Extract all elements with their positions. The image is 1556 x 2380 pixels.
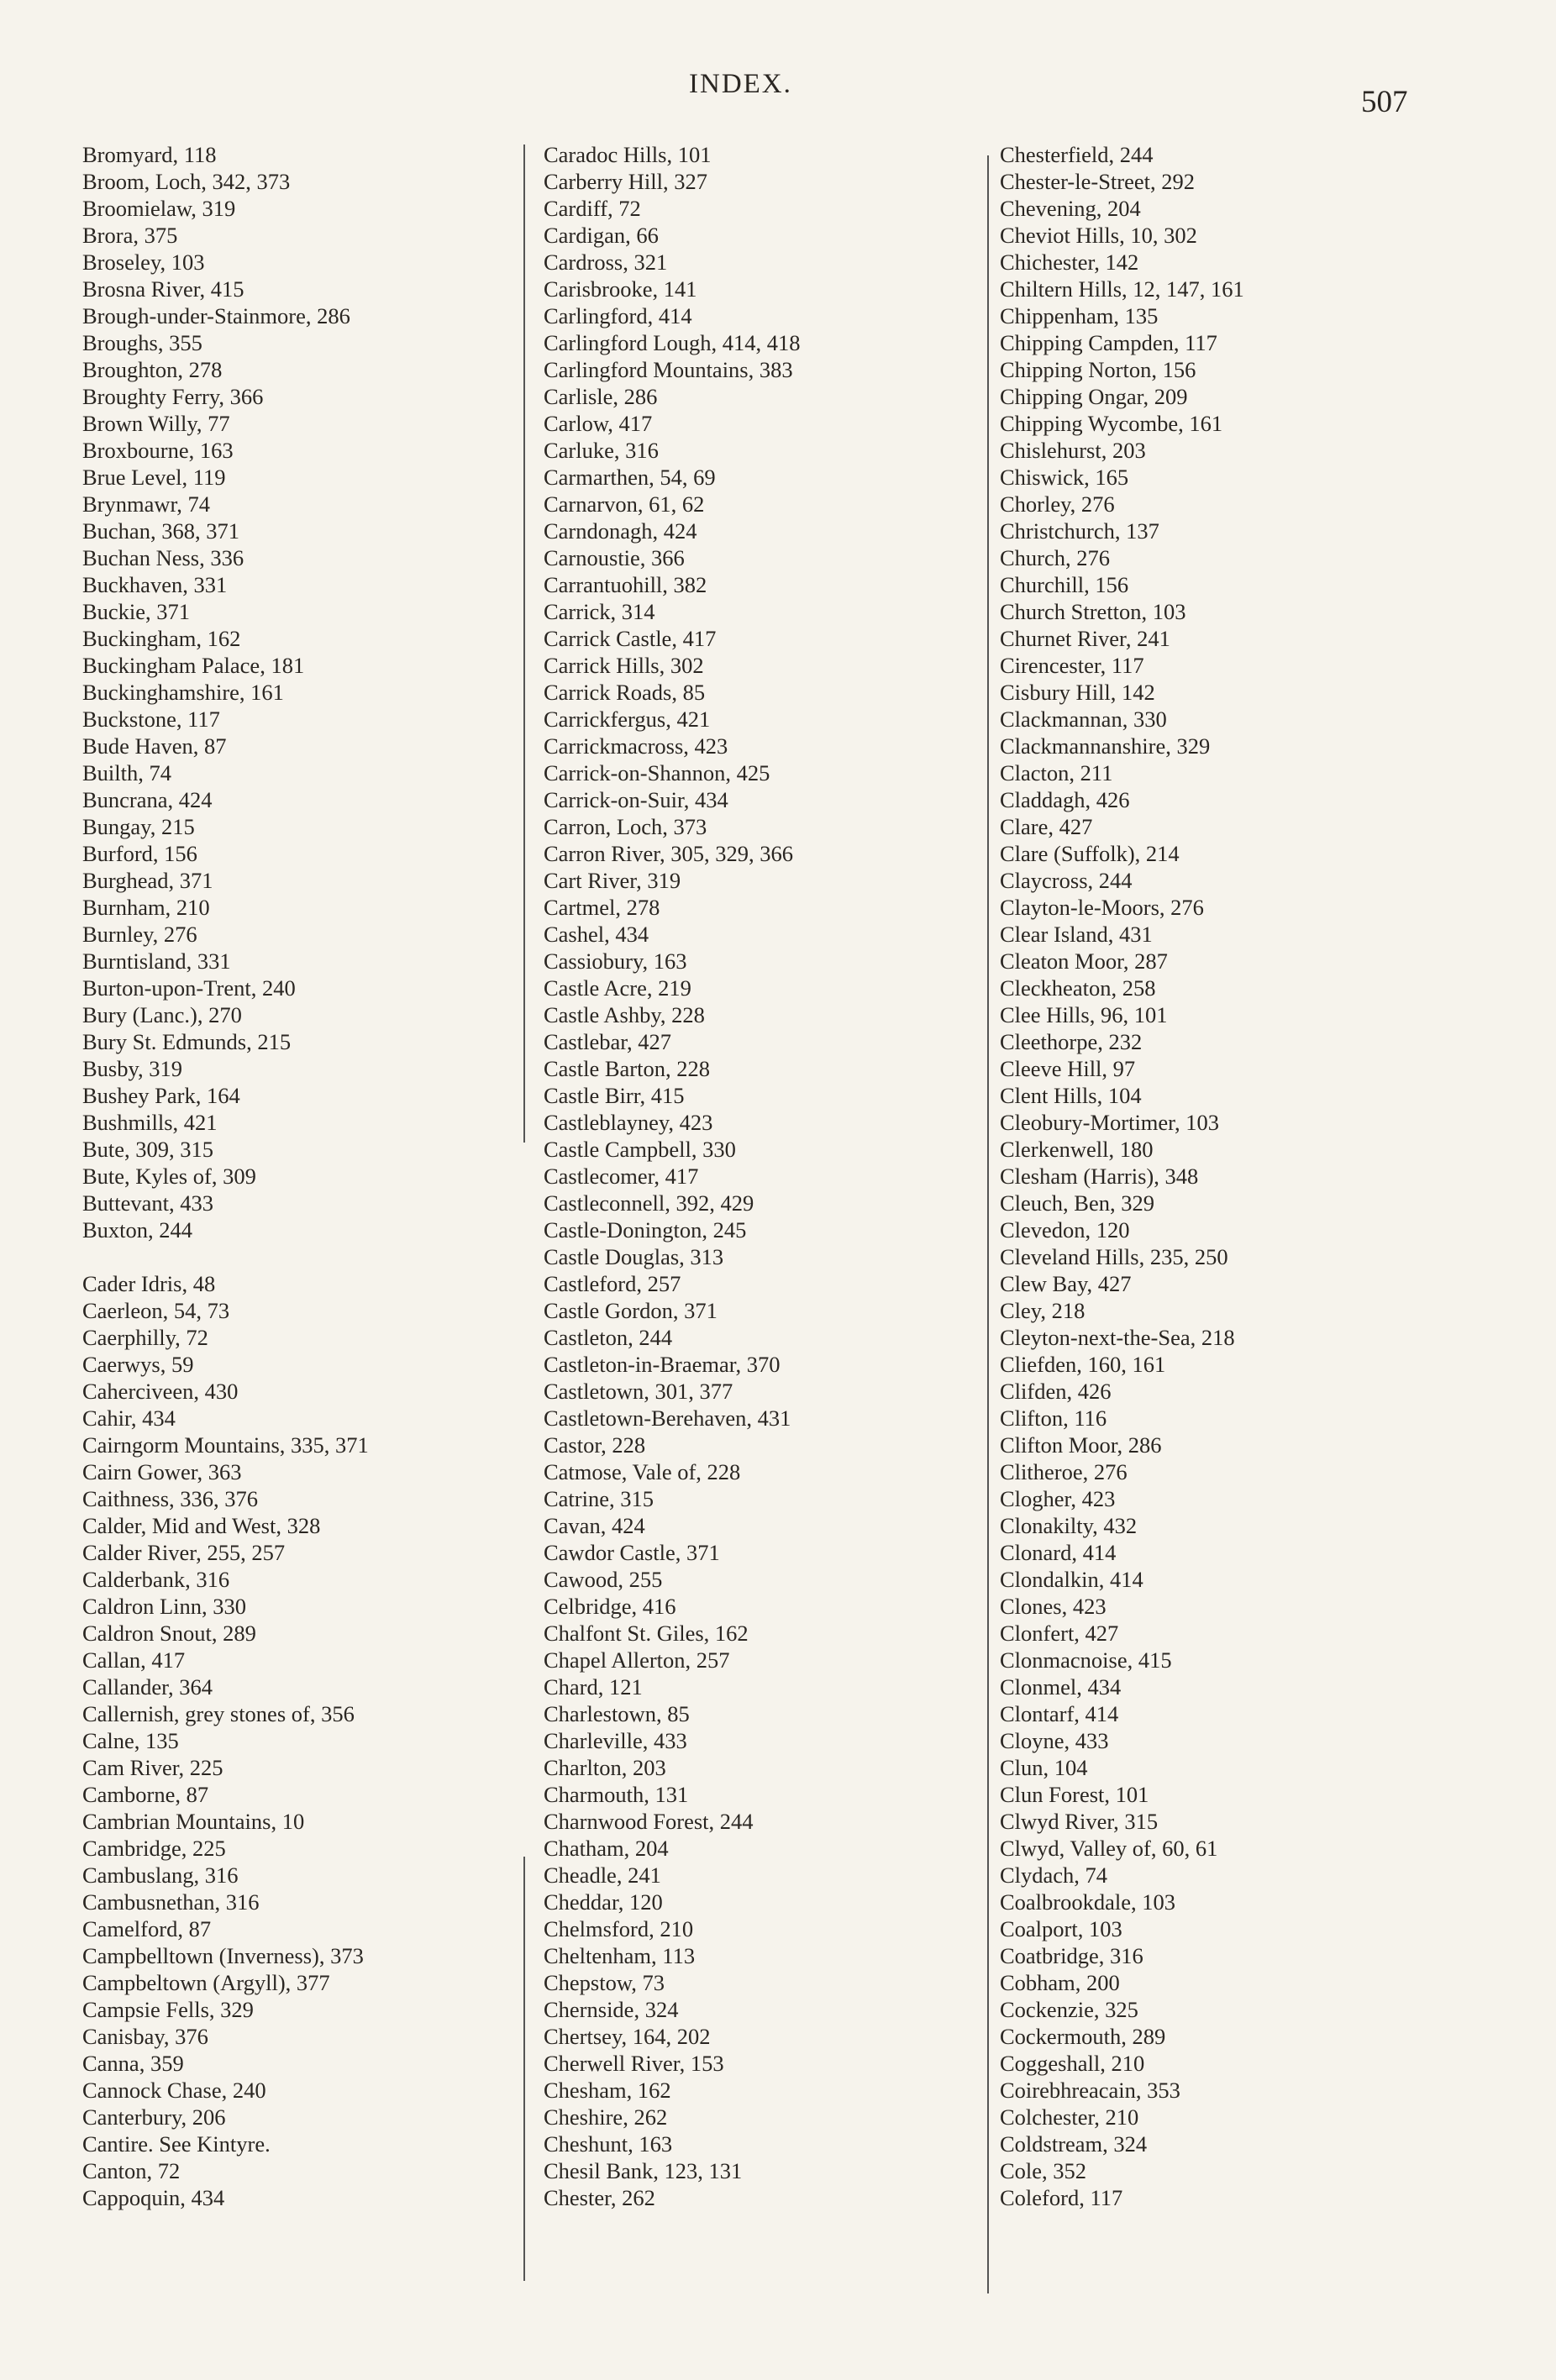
index-entry: Burntisland, 331 <box>82 948 231 974</box>
index-entry: Caerphilly, 72 <box>82 1325 208 1350</box>
index-entry: Castlebar, 427 <box>544 1029 672 1054</box>
index-entry: Callander, 364 <box>82 1674 213 1700</box>
index-entry: Carnarvon, 61, 62 <box>544 491 705 517</box>
index-entry: Buckingham, 162 <box>82 626 241 651</box>
index-entry: Clackmannanshire, 329 <box>1000 733 1211 759</box>
index-entry: Chelmsford, 210 <box>544 1916 694 1941</box>
index-column-3 <box>1000 141 1244 2211</box>
index-entry: Clesham (Harris), 348 <box>1000 1164 1199 1189</box>
index-entry: Cleaton Moor, 287 <box>1000 948 1168 974</box>
index-entry: Bungay, 215 <box>82 814 195 839</box>
index-entry: Clackmannan, 330 <box>1000 707 1167 732</box>
index-entry: Carnoustie, 366 <box>544 545 685 570</box>
index-entry: Calder, Mid and West, 328 <box>82 1513 321 1538</box>
index-entry: Chipping Norton, 156 <box>1000 357 1196 382</box>
index-entry: Cheshunt, 163 <box>544 2131 673 2157</box>
index-entry: Chipping Campden, 117 <box>1000 330 1217 355</box>
index-entry: Castleford, 257 <box>544 1271 681 1296</box>
page-number: 507 <box>1361 85 1408 119</box>
index-entry: Castle Gordon, 371 <box>544 1298 718 1323</box>
index-entry: Broughs, 355 <box>82 330 202 355</box>
index-entry: Castletown-Berehaven, 431 <box>544 1405 791 1431</box>
index-entry: Busby, 319 <box>82 1056 183 1081</box>
index-entry: Clonmacnoise, 415 <box>1000 1647 1172 1673</box>
index-entry: Catrine, 315 <box>544 1486 654 1511</box>
index-entry: Churnet River, 241 <box>1000 626 1170 651</box>
index-entry: Buckie, 371 <box>82 599 191 624</box>
column-rule <box>987 155 989 2293</box>
index-entry: Clifton Moor, 286 <box>1000 1432 1162 1458</box>
index-entry: Clacton, 211 <box>1000 760 1113 785</box>
index-entry: Cockermouth, 289 <box>1000 2024 1166 2049</box>
index-entry: Castle Douglas, 313 <box>544 1244 724 1269</box>
index-entry: Carlisle, 286 <box>544 384 658 409</box>
index-entry: Bude Haven, 87 <box>82 733 227 759</box>
index-entry: Chapel Allerton, 257 <box>544 1647 730 1673</box>
index-entry: Cockenzie, 325 <box>1000 1997 1138 2022</box>
index-entry: Clontarf, 414 <box>1000 1701 1119 1726</box>
index-entry: Buttevant, 433 <box>82 1190 214 1216</box>
index-entry: Burghead, 371 <box>82 868 213 893</box>
index-entry: Charleville, 433 <box>544 1728 687 1753</box>
index-entry: Castor, 228 <box>544 1432 646 1458</box>
index-entry: Carberry Hill, 327 <box>544 169 708 194</box>
index-entry: Clun Forest, 101 <box>1000 1782 1149 1807</box>
index-entry: Church Stretton, 103 <box>1000 599 1186 624</box>
index-entry: Clifden, 426 <box>1000 1379 1112 1404</box>
index-entry: Canton, 72 <box>82 2158 181 2183</box>
index-entry: Carron, Loch, 373 <box>544 814 707 839</box>
index-entry: Chesterfield, 244 <box>1000 142 1154 167</box>
index-entry: Chertsey, 164, 202 <box>544 2024 711 2049</box>
index-entry: Christchurch, 137 <box>1000 518 1159 544</box>
index-entry: Cawood, 255 <box>544 1567 663 1592</box>
index-entry: Castletown, 301, 377 <box>544 1379 733 1404</box>
index-entry: Cappoquin, 434 <box>82 2185 225 2210</box>
index-entry: Chipping Ongar, 209 <box>1000 384 1188 409</box>
index-entry: Caerwys, 59 <box>82 1352 194 1377</box>
index-entry: Clitheroe, 276 <box>1000 1459 1128 1484</box>
index-entry: Camelford, 87 <box>82 1916 212 1941</box>
index-entry: Charmouth, 131 <box>544 1782 689 1807</box>
index-entry: Church, 276 <box>1000 545 1111 570</box>
index-entry: Carisbrooke, 141 <box>544 276 697 302</box>
index-entry: Cardross, 321 <box>544 250 668 275</box>
index-entry: Calne, 135 <box>82 1728 179 1753</box>
index-entry: Buxton, 244 <box>82 1217 193 1243</box>
index-entry: Burnham, 210 <box>82 895 210 920</box>
index-entry: Brough-under-Stainmore, 286 <box>82 303 350 328</box>
index-entry: Carrick Roads, 85 <box>544 680 706 705</box>
index-entry: Castle Campbell, 330 <box>544 1137 736 1162</box>
index-entry: Churchill, 156 <box>1000 572 1129 597</box>
index-entry: Cleveland Hills, 235, 250 <box>1000 1244 1228 1269</box>
index-entry: Brynmawr, 74 <box>82 491 211 517</box>
index-entry: Clun, 104 <box>1000 1755 1088 1780</box>
index-entry: Charlestown, 85 <box>544 1701 690 1726</box>
index-entry: Chester-le-Street, 292 <box>1000 169 1196 194</box>
index-entry: Caradoc Hills, 101 <box>544 142 712 167</box>
index-entry: Builth, 74 <box>82 760 172 785</box>
index-entry: Coldstream, 324 <box>1000 2131 1148 2157</box>
index-entry: Chippenham, 135 <box>1000 303 1159 328</box>
index-entry: Carmarthen, 54, 69 <box>544 465 716 490</box>
column-rule <box>523 1857 525 2281</box>
index-entry: Carrickfergus, 421 <box>544 707 711 732</box>
index-entry: Broughton, 278 <box>82 357 223 382</box>
index-entry: Cavan, 424 <box>544 1513 645 1538</box>
column-rule <box>523 144 525 1143</box>
index-entry: Castle-Donington, 245 <box>544 1217 747 1243</box>
index-entry: Castleconnell, 392, 429 <box>544 1190 754 1216</box>
index-entry: Castle Acre, 219 <box>544 975 691 1001</box>
index-entry: Catmose, Vale of, 228 <box>544 1459 741 1484</box>
index-entry: Castle Ashby, 228 <box>544 1002 705 1027</box>
index-entry: Bury (Lanc.), 270 <box>82 1002 242 1027</box>
index-column-2 <box>544 141 800 2211</box>
index-entry: Chislehurst, 203 <box>1000 438 1146 463</box>
index-entry: Coggeshall, 210 <box>1000 2051 1145 2076</box>
index-entry: Cleyton-next-the-Sea, 218 <box>1000 1325 1235 1350</box>
index-entry: Cantire. See Kintyre. <box>82 2131 271 2157</box>
index-entry: Carrick Hills, 302 <box>544 653 704 678</box>
index-entry: Carluke, 316 <box>544 438 659 463</box>
index-entry: Coleford, 117 <box>1000 2185 1123 2210</box>
index-entry: Carrick, 314 <box>544 599 655 624</box>
index-entry: Broughty Ferry, 366 <box>82 384 264 409</box>
index-entry: Caldron Snout, 289 <box>82 1621 256 1646</box>
index-entry: Cirencester, 117 <box>1000 653 1144 678</box>
index-entry: Brue Level, 119 <box>82 465 226 490</box>
index-entry: Cahir, 434 <box>82 1405 176 1431</box>
index-entry: Cader Idris, 48 <box>82 1271 216 1296</box>
index-entry: Cherwell River, 153 <box>544 2051 724 2076</box>
index-entry: Clerkenwell, 180 <box>1000 1137 1154 1162</box>
index-entry: Burnley, 276 <box>82 922 197 947</box>
index-entry: Carrick-on-Shannon, 425 <box>544 760 770 785</box>
index-entry: Cley, 218 <box>1000 1298 1086 1323</box>
index-entry: Claycross, 244 <box>1000 868 1133 893</box>
index-entry: Cleuch, Ben, 329 <box>1000 1190 1154 1216</box>
index-entry: Cole, 352 <box>1000 2158 1087 2183</box>
index-entry: Clare, 427 <box>1000 814 1093 839</box>
index-entry: Colchester, 210 <box>1000 2104 1139 2130</box>
index-entry: Carrickmacross, 423 <box>544 733 728 759</box>
index-column-1 <box>82 141 369 2211</box>
index-entry: Chernside, 324 <box>544 1997 679 2022</box>
index-entry: Chalfont St. Giles, 162 <box>544 1621 749 1646</box>
index-entry: Claddagh, 426 <box>1000 787 1130 812</box>
index-entry: Brosna River, 415 <box>82 276 244 302</box>
index-entry: Cheltenham, 113 <box>544 1943 696 1968</box>
index-entry: Caerleon, 54, 73 <box>82 1298 230 1323</box>
index-entry: Castleton-in-Braemar, 370 <box>544 1352 781 1377</box>
index-entry: Cheddar, 120 <box>544 1889 663 1915</box>
index-entry: Cassiobury, 163 <box>544 948 687 974</box>
index-entry: Cardiff, 72 <box>544 196 641 221</box>
index-entry: Brora, 375 <box>82 223 178 248</box>
index-entry: Coirebhreacain, 353 <box>1000 2078 1180 2103</box>
index-entry: Carlow, 417 <box>544 411 653 436</box>
index-entry: Camborne, 87 <box>82 1782 209 1807</box>
index-entry: Chepstow, 73 <box>544 1970 665 1995</box>
index-entry: Bromyard, 118 <box>82 142 217 167</box>
index-entry: Castleton, 244 <box>544 1325 673 1350</box>
index-entry: Chiltern Hills, 12, 147, 161 <box>1000 276 1244 302</box>
index-entry: Clondalkin, 414 <box>1000 1567 1143 1592</box>
index-entry: Cheshire, 262 <box>544 2104 668 2130</box>
index-entry: Chester, 262 <box>544 2185 655 2210</box>
index-entry: Campbeltown (Argyll), 377 <box>82 1970 330 1995</box>
index-entry: Chatham, 204 <box>544 1836 669 1861</box>
index-entry: Buckhaven, 331 <box>82 572 228 597</box>
page-title: INDEX. <box>689 69 792 99</box>
index-entry: Clear Island, 431 <box>1000 922 1153 947</box>
index-entry: Cisbury Hill, 142 <box>1000 680 1155 705</box>
index-entry: Cawdor Castle, 371 <box>544 1540 720 1565</box>
index-entry: Cartmel, 278 <box>544 895 660 920</box>
index-entry: Celbridge, 416 <box>544 1594 676 1619</box>
index-entry: Buckingham Palace, 181 <box>82 653 305 678</box>
index-entry: Clee Hills, 96, 101 <box>1000 1002 1168 1027</box>
index-entry: Broomielaw, 319 <box>82 196 236 221</box>
index-entry: Caithness, 336, 376 <box>82 1486 259 1511</box>
index-entry: Clifton, 116 <box>1000 1405 1107 1431</box>
index-entry: Bushmills, 421 <box>82 1110 218 1135</box>
index-entry: Brown Willy, 77 <box>82 411 230 436</box>
index-entry: Chevening, 204 <box>1000 196 1141 221</box>
page-header <box>0 69 1556 119</box>
index-entry: Caherciveen, 430 <box>82 1379 239 1404</box>
index-entry: Cardigan, 66 <box>544 223 659 248</box>
index-entry: Carndonagh, 424 <box>544 518 697 544</box>
index-entry: Cheviot Hills, 10, 302 <box>1000 223 1197 248</box>
index-entry: Carlingford Mountains, 383 <box>544 357 793 382</box>
index-entry: Cheadle, 241 <box>544 1862 661 1888</box>
index-entry: Chipping Wycombe, 161 <box>1000 411 1223 436</box>
index-entry: Castle Birr, 415 <box>544 1083 685 1108</box>
index-entry: Carrantuohill, 382 <box>544 572 707 597</box>
index-entry: Cliefden, 160, 161 <box>1000 1352 1166 1377</box>
index-entry: Burton-upon-Trent, 240 <box>82 975 296 1001</box>
index-entry: Clevedon, 120 <box>1000 1217 1130 1243</box>
index-entry: Bute, 309, 315 <box>82 1137 214 1162</box>
index-entry: Calderbank, 316 <box>82 1567 230 1592</box>
index-entry: Buchan Ness, 336 <box>82 545 244 570</box>
index-entry: Callan, 417 <box>82 1647 186 1673</box>
index-entry: Chard, 121 <box>544 1674 643 1700</box>
index-entry: Chichester, 142 <box>1000 250 1139 275</box>
index-entry: Castleblayney, 423 <box>544 1110 713 1135</box>
index-entry: Coatbridge, 316 <box>1000 1943 1143 1968</box>
index-entry: Cobham, 200 <box>1000 1970 1120 1995</box>
index-entry: Broseley, 103 <box>82 250 205 275</box>
index-entry: Clwyd, Valley of, 60, 61 <box>1000 1836 1218 1861</box>
index-entry: Carrick Castle, 417 <box>544 626 717 651</box>
index-entry: Burford, 156 <box>82 841 197 866</box>
index-entry: Cambridge, 225 <box>82 1836 226 1861</box>
index-entry: Carlingford Lough, 414, 418 <box>544 330 801 355</box>
index-entry: Calder River, 255, 257 <box>82 1540 286 1565</box>
index-entry: Chiswick, 165 <box>1000 465 1129 490</box>
index-entry: Chesham, 162 <box>544 2078 671 2103</box>
index-entry: Cambrian Mountains, 10 <box>82 1809 305 1834</box>
index-entry: Charnwood Forest, 244 <box>544 1809 754 1834</box>
index-entry: Clare (Suffolk), 214 <box>1000 841 1180 866</box>
index-entry: Bury St. Edmunds, 215 <box>82 1029 292 1054</box>
index-entry: Cambuslang, 316 <box>82 1862 239 1888</box>
index-entry: Castlecomer, 417 <box>544 1164 699 1189</box>
index-entry: Chorley, 276 <box>1000 491 1115 517</box>
index-entry: Clonfert, 427 <box>1000 1621 1119 1646</box>
index-entry: Buncrana, 424 <box>82 787 213 812</box>
index-entry: Carlingford, 414 <box>544 303 692 328</box>
index-entry: Campsie Fells, 329 <box>82 1997 254 2022</box>
index-entry: Canisbay, 376 <box>82 2024 208 2049</box>
index-entry: Coalbrookdale, 103 <box>1000 1889 1176 1915</box>
index-entry: Cairn Gower, 363 <box>82 1459 242 1484</box>
index-entry: Clent Hills, 104 <box>1000 1083 1142 1108</box>
index-entry: Clydach, 74 <box>1000 1862 1108 1888</box>
index-entry: Cannock Chase, 240 <box>82 2078 266 2103</box>
index-entry: Clones, 423 <box>1000 1594 1107 1619</box>
index-entry: Cleckheaton, 258 <box>1000 975 1156 1001</box>
index-entry: Buckinghamshire, 161 <box>82 680 284 705</box>
index-entry: Buchan, 368, 371 <box>82 518 239 544</box>
index-entry: Canterbury, 206 <box>82 2104 226 2130</box>
index-entry: Cairngorm Mountains, 335, 371 <box>82 1432 369 1458</box>
index-entry: Broxbourne, 163 <box>82 438 234 463</box>
index-entry: Clogher, 423 <box>1000 1486 1116 1511</box>
index-entry: Charlton, 203 <box>544 1755 666 1780</box>
index-entry: Castle Barton, 228 <box>544 1056 710 1081</box>
index-entry: Cleobury-Mortimer, 103 <box>1000 1110 1219 1135</box>
index-entry: Clonmel, 434 <box>1000 1674 1122 1700</box>
index-entry: Cambusnethan, 316 <box>82 1889 260 1915</box>
index-entry: Caldron Linn, 330 <box>82 1594 247 1619</box>
index-entry: Bushey Park, 164 <box>82 1083 240 1108</box>
index-entry: Clayton-le-Moors, 276 <box>1000 895 1204 920</box>
index-entry: Callernish, grey stones of, 356 <box>82 1701 355 1726</box>
index-entry: Cleethorpe, 232 <box>1000 1029 1143 1054</box>
section-gap <box>82 1243 369 1270</box>
index-entry: Cashel, 434 <box>544 922 649 947</box>
index-entry: Clonard, 414 <box>1000 1540 1117 1565</box>
index-entry: Broom, Loch, 342, 373 <box>82 169 291 194</box>
index-entry: Coalport, 103 <box>1000 1916 1122 1941</box>
index-entry: Clwyd River, 315 <box>1000 1809 1159 1834</box>
index-entry: Cam River, 225 <box>82 1755 223 1780</box>
index-entry: Buckstone, 117 <box>82 707 220 732</box>
index-entry: Carron River, 305, 329, 366 <box>544 841 794 866</box>
index-entry: Cart River, 319 <box>544 868 681 893</box>
index-entry: Campbelltown (Inverness), 373 <box>82 1943 364 1968</box>
index-entry: Bute, Kyles of, 309 <box>82 1164 256 1189</box>
index-entry: Clew Bay, 427 <box>1000 1271 1132 1296</box>
index-entry: Canna, 359 <box>82 2051 184 2076</box>
index-entry: Chesil Bank, 123, 131 <box>544 2158 743 2183</box>
index-entry: Clonakilty, 432 <box>1000 1513 1138 1538</box>
index-entry: Carrick-on-Suir, 434 <box>544 787 728 812</box>
index-entry: Cloyne, 433 <box>1000 1728 1109 1753</box>
index-entry: Cleeve Hill, 97 <box>1000 1056 1136 1081</box>
